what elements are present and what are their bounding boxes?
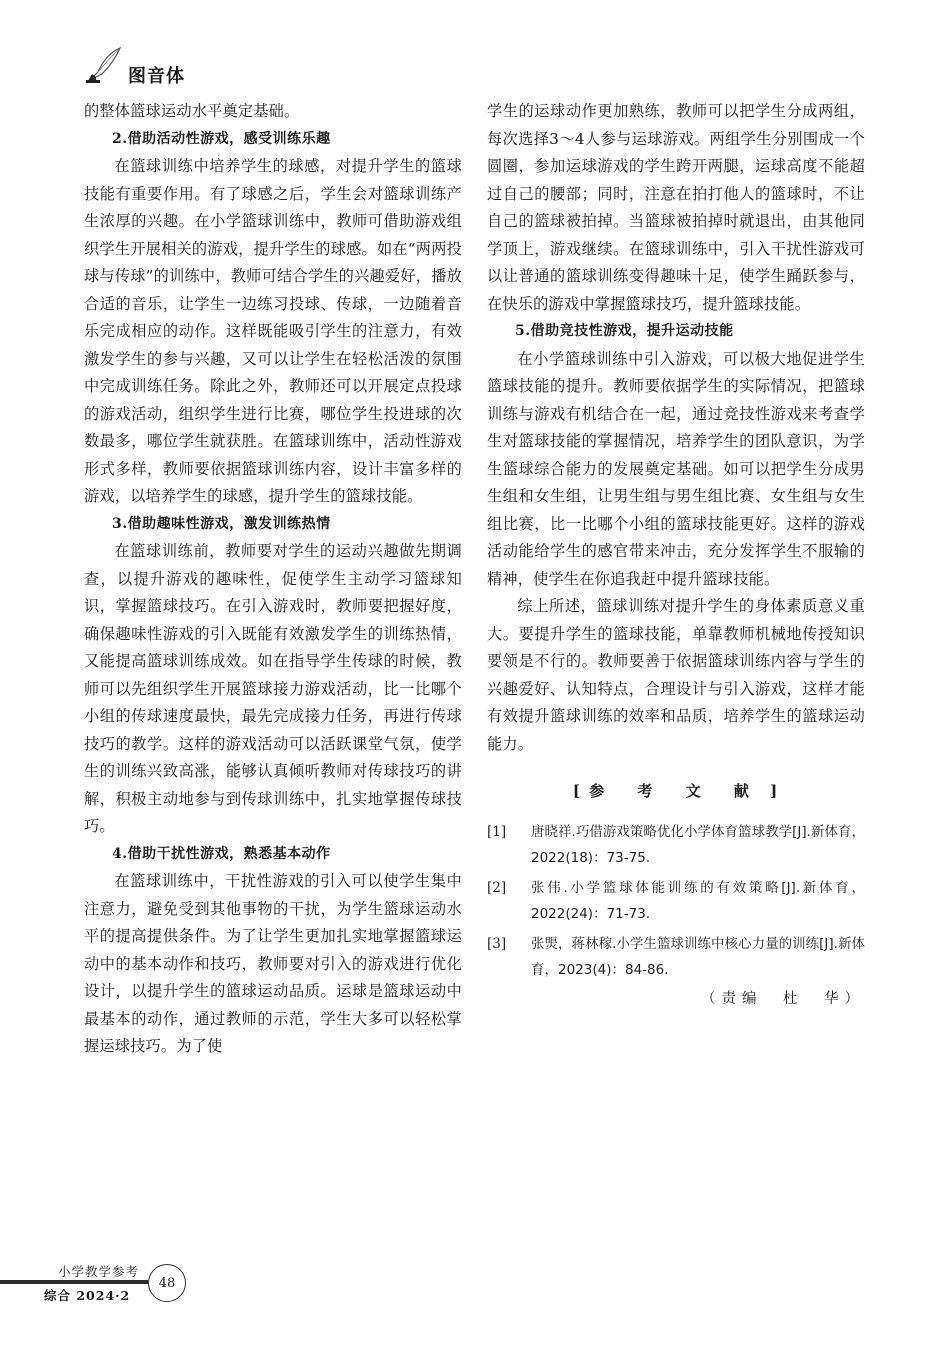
section-name: 图音体 bbox=[128, 66, 185, 87]
footer-rule bbox=[0, 1280, 148, 1284]
page-number: 48 bbox=[148, 1264, 186, 1302]
right-column bbox=[487, 98, 865, 1008]
paragraph-interference-continued: 学生的运球动作更加熟练，教师可以把学生分成两组，每次选择3～4人参与运球游戏。两组学生分别围成一个圆圈，参加运球游戏的学生跨开两腿，运球高度不能超过自己的腰部；同时，注意在拍打他人的篮球时，不让自己的篮球被拍掉。当篮球被拍掉时就退出，由其他同学顶上，游戏继续。在篮球训练中，引入干扰性游戏可以让普通的篮球训练变得趣味十足，使学生踊跃参与，在快乐的游戏中掌握篮球技巧，提升篮球技能。 bbox=[487, 102, 865, 313]
section-heading-3: 3.借助趣味性游戏，激发训练热情 bbox=[112, 515, 331, 532]
reference-number: [2] bbox=[487, 880, 507, 896]
references-title bbox=[487, 780, 865, 801]
paragraph-continuation: 的整体篮球运动水平奠定基础。 bbox=[84, 102, 300, 120]
reference-number: [3] bbox=[487, 936, 507, 952]
reference-list bbox=[487, 819, 865, 983]
left-column bbox=[84, 98, 462, 1061]
editor-credit: （责编 杜 华） bbox=[701, 991, 865, 1007]
reference-item bbox=[487, 875, 865, 927]
reference-number: [1] bbox=[487, 824, 507, 840]
journal-name: 小学教学参考 bbox=[58, 1264, 140, 1279]
reference-item bbox=[487, 931, 865, 983]
reference-text: 张伟.小学篮球体能训练的有效策略[J].新体育，2022(24)：71-73. bbox=[531, 880, 865, 922]
references-title-text: 参 考 文 献 bbox=[589, 782, 763, 800]
section-heading-4: 4.借助干扰性游戏，熟悉基本动作 bbox=[112, 845, 331, 862]
reference-text: 唐晓祥.巧借游戏策略优化小学体育篮球教学[J].新体育，2022(18)：73-75. bbox=[531, 824, 865, 866]
paragraph-fun-games: 在篮球训练前，教师要对学生的运动兴趣做先期调查，以提升游戏的趣味性，促使学生主动学习篮球知识，掌握篮球技巧。在引入游戏时，教师要把握好度，确保趣味性游戏的引入既能有效激发学生的训练热情，又能提高篮球训练成效。如在指导学生传球的时候，教师可以先组织学生开展篮球接力游戏活动，比一比哪个小组的传球速度最快，最先完成接力任务，再进行传球技巧的教学。这样的游戏活动可以活跃课堂气氛，使学生的训练兴致高涨，能够认真倾听教师对传球技巧的讲解，积极主动地参与到传球训练中，扎实地掌握传球技巧。 bbox=[84, 542, 462, 835]
paragraph-competitive-games: 在小学篮球训练中引入游戏，可以极大地促进学生篮球技能的提升。教师要依据学生的实际情况，把篮球训练与游戏有机结合在一起，通过竞技性游戏来考查学生对篮球技能的掌握情况，培养学生的团队意识，为学生篮球综合能力的发展奠定基础。如可以把学生分成男生组和女生组，让男生组与男生组比赛、女生组与女生组比赛，比一比哪个小组的篮球技能更好。这样的游戏活动能给学生的感官带来冲击，充分发挥学生不服输的精神，使学生在你追我赶中提升篮球技能。 bbox=[487, 349, 865, 588]
paragraph-conclusion: 综上所述，篮球训练对提升学生的身体素质意义重大。要提升学生的篮球技能，单靠教师机械地传授知识要领是不行的。教师要善于依据篮球训练内容与学生的兴趣爱好、认知特点，合理设计与引入游戏，这样才能有效提升篮球训练的效率和品质，培养学生的篮球运动能力。 bbox=[487, 597, 865, 753]
references-open-bracket: [ bbox=[572, 782, 582, 800]
section-heading-2: 2.借助活动性游戏，感受训练乐趣 bbox=[112, 130, 331, 147]
section-heading-5: 5.借助竞技性游戏，提升运动技能 bbox=[515, 323, 734, 339]
running-header bbox=[84, 44, 384, 94]
references-close-bracket: ] bbox=[770, 782, 780, 800]
paragraph-interference-games: 在篮球训练中，干扰性游戏的引入可以使学生集中注意力，避免受到其他事物的干扰，为学生篮球运动水平的提高提供条件。为了让学生更加扎实地掌握篮球运动中的基本动作和技巧，教师要对引入的游戏进行优化设计，以提升学生的篮球运动品质。运球是篮球运动中最基本的动作，通过教师的示范，学生大多可以轻松掌握运球技巧。为了使 bbox=[84, 872, 462, 1055]
pen-feather-icon bbox=[84, 44, 124, 84]
reference-text: 张煚，蒋林稼.小学生篮球训练中核心力量的训练[J].新体育，2023(4)：84-86. bbox=[531, 936, 865, 978]
paragraph-activity-games: 在篮球训练中培养学生的球感，对提升学生的篮球技能有重要作用。有了球感之后，学生会对篮球训练产生浓厚的兴趣。在小学篮球训练中，教师可借助游戏组织学生开展相关的游戏，提升学生的球感。如在“两两投球与传球”的训练中，教师可结合学生的兴趣爱好，播放合适的音乐，让学生一边练习投球、传球，一边随着音乐完成相应的动作。这样既能吸引学生的注意力，有效激发学生的参与兴趣，又可以让学生在轻松活泼的氛围中完成训练任务。除此之外，教师还可以开展定点投球的游戏活动，组织学生进行比赛，哪位学生投进球的次数最多，哪位学生就获胜。在篮球训练中，活动性游戏形式多样，教师要依据篮球训练内容，设计丰富多样的游戏，以培养学生的球感，提升学生的篮球技能。 bbox=[84, 157, 462, 505]
journal-issue: 综合 2024·2 bbox=[44, 1288, 131, 1303]
reference-item bbox=[487, 819, 865, 871]
page-footer bbox=[0, 1262, 260, 1312]
